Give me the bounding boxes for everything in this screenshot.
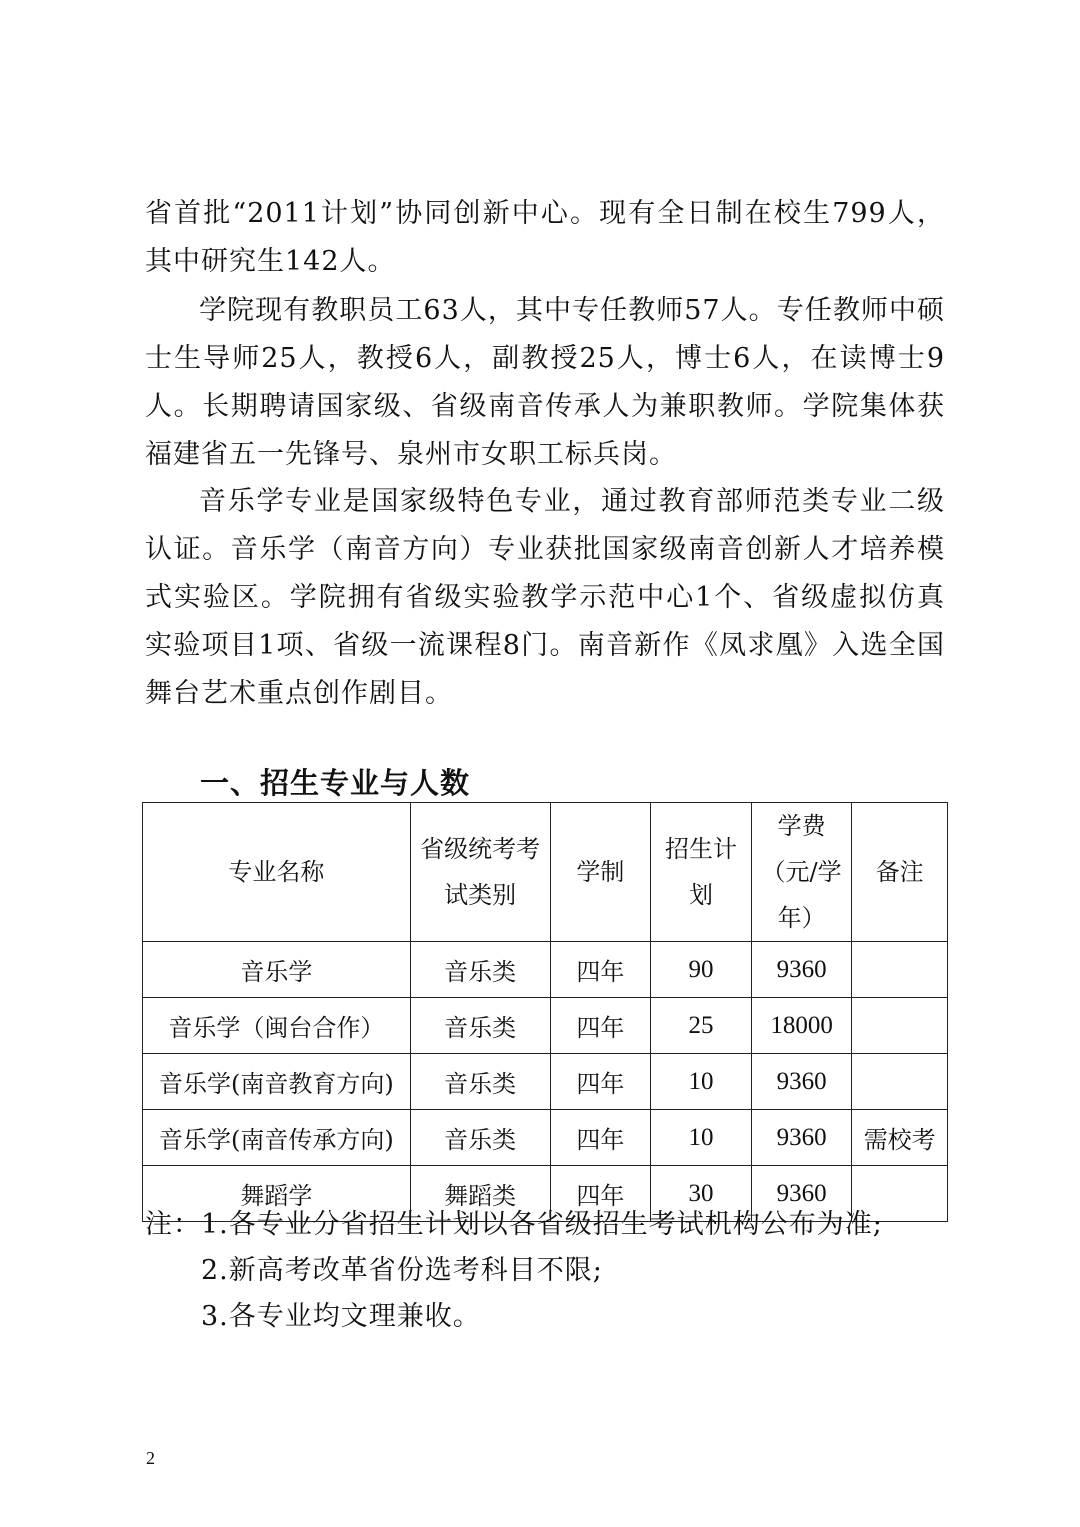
header-major-name: 专业名称 xyxy=(143,803,411,942)
cell-remarks xyxy=(852,1054,948,1110)
cell-enrollment-plan: 25 xyxy=(651,998,752,1054)
header-tuition: 学费（元/学年） xyxy=(751,803,852,942)
cell-tuition: 18000 xyxy=(751,998,852,1054)
page-number: 2 xyxy=(146,1448,155,1468)
header-remarks: 备注 xyxy=(852,803,948,942)
cell-major-name: 音乐学(南音传承方向) xyxy=(143,1110,411,1166)
note-item: 2.新高考改革省份选考科目不限; xyxy=(201,1255,603,1286)
cell-major-name: 舞蹈学 xyxy=(143,1166,411,1222)
header-enrollment-plan: 招生计划 xyxy=(651,803,752,942)
paragraph-2: 学院现有教职员工63人，其中专任教师57人。专任教师中硕士生导师25人，教授6人，副教授25人，博士6人，在读博士9人。长期聘请国家级、省级南音传承人为兼职教师。学院集体获福建省五一先锋号、泉州市女职工标兵岗。 xyxy=(145,295,945,470)
cell-tuition: 9360 xyxy=(751,1110,852,1166)
cell-exam-category: 音乐类 xyxy=(410,1054,550,1110)
table-header-row xyxy=(143,803,948,942)
cell-enrollment-plan: 30 xyxy=(651,1166,752,1222)
cell-enrollment-plan: 10 xyxy=(651,1054,752,1110)
paragraph-3: 音乐学专业是国家级特色专业，通过教育部师范类专业二级认证。音乐学（南音方向）专业获批国家级南音创新人才培养模式实验区。学院拥有省级实验教学示范中心1个、省级虚拟仿真实验项目1项、省级一流课程8门。南音新作《凤求凰》入选全国舞台艺术重点创作剧目。 xyxy=(145,486,945,709)
cell-major-name: 音乐学 xyxy=(143,942,411,998)
notes-block xyxy=(145,1202,883,1340)
cell-tuition: 9360 xyxy=(751,942,852,998)
table-row xyxy=(143,942,948,998)
table-row xyxy=(143,998,948,1054)
cell-remarks: 需校考 xyxy=(852,1110,948,1166)
enrollment-table xyxy=(142,802,948,1222)
cell-tuition: 9360 xyxy=(751,1054,852,1110)
paragraph-1: 省首批“2011计划”协同创新中心。现有全日制在校生799人，其中研究生142人。 xyxy=(145,198,945,277)
section-title: 一、招生专业与人数 xyxy=(200,766,471,800)
cell-major-name: 音乐学（闽台合作） xyxy=(143,998,411,1054)
cell-enrollment-plan: 10 xyxy=(651,1110,752,1166)
cell-duration: 四年 xyxy=(550,942,651,998)
notes-prefix: 注： xyxy=(145,1209,201,1240)
cell-duration: 四年 xyxy=(550,1054,651,1110)
note-item: 3.各专业均文理兼收。 xyxy=(201,1301,481,1332)
cell-remarks xyxy=(852,942,948,998)
cell-exam-category: 音乐类 xyxy=(410,998,550,1054)
cell-exam-category: 音乐类 xyxy=(410,942,550,998)
header-exam-category: 省级统考考试类别 xyxy=(410,803,550,942)
cell-duration: 四年 xyxy=(550,1166,651,1222)
cell-exam-category: 音乐类 xyxy=(410,1110,550,1166)
note-item: 1.各专业分省招生计划以各省级招生考试机构公布为准; xyxy=(201,1209,883,1240)
table-row xyxy=(143,1054,948,1110)
header-duration: 学制 xyxy=(550,803,651,942)
cell-duration: 四年 xyxy=(550,1110,651,1166)
note-line-1 xyxy=(145,1202,883,1248)
table-row xyxy=(143,1110,948,1166)
cell-tuition: 9360 xyxy=(751,1166,852,1222)
cell-major-name: 音乐学(南音教育方向) xyxy=(143,1054,411,1110)
cell-enrollment-plan: 90 xyxy=(651,942,752,998)
cell-exam-category: 舞蹈类 xyxy=(410,1166,550,1222)
cell-duration: 四年 xyxy=(550,998,651,1054)
cell-remarks xyxy=(852,998,948,1054)
